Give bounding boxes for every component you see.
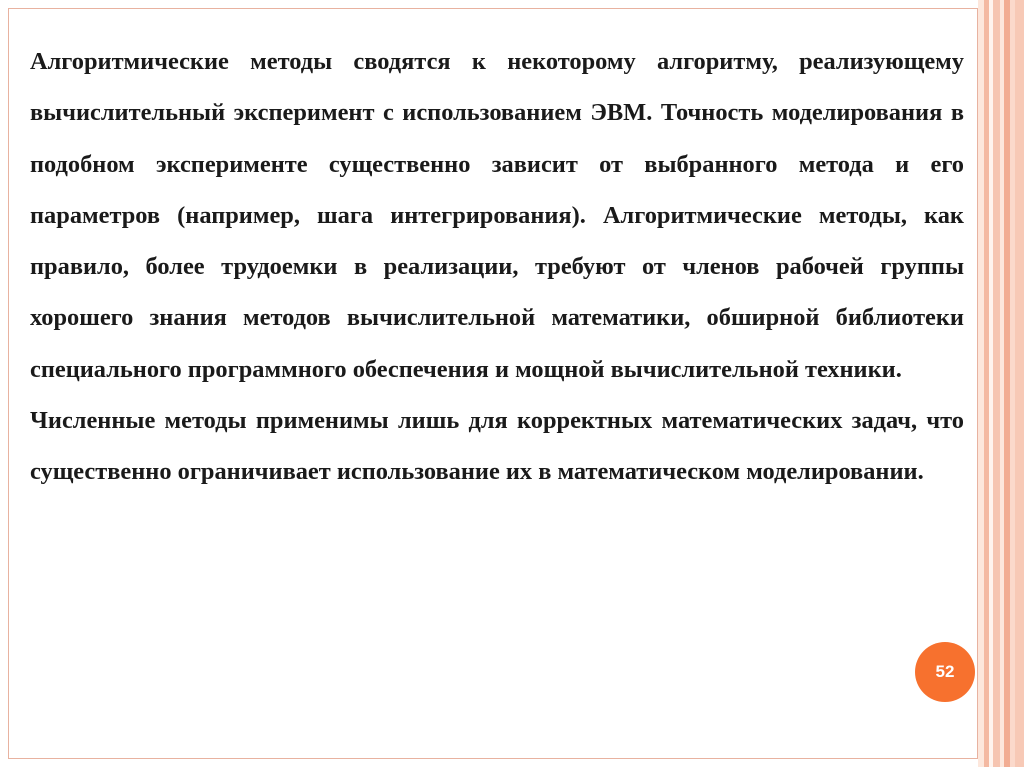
paragraph-algorithmic-methods: Алгоритмические методы сводятся к некоторому алгоритму, реализующему вычислительный эксперимент с использованием ЭВМ. Точность моделирования в подобном эксперименте существенно зависит от выбранного метода и его параметров (например, шага интегрирования). Алгоритмические методы, как правило, более трудоемки в реализации, требуют от членов рабочей группы хорошего знания методов вычислительной математики, обширной библиотеки специального программного обеспечения и мощной вычислительной техники.	[30, 48, 964, 383]
stripe	[993, 0, 1000, 767]
page-number-badge	[915, 642, 975, 702]
page-number: 52	[935, 662, 955, 681]
slide-body-text	[30, 36, 964, 498]
decorative-side-stripes	[978, 0, 1024, 767]
paragraph-numerical-methods: Численные методы применимы лишь для корректных математических задач, что существенно ограничивает использование их в математическом моделировании.	[30, 407, 964, 486]
stripe	[1015, 0, 1024, 767]
